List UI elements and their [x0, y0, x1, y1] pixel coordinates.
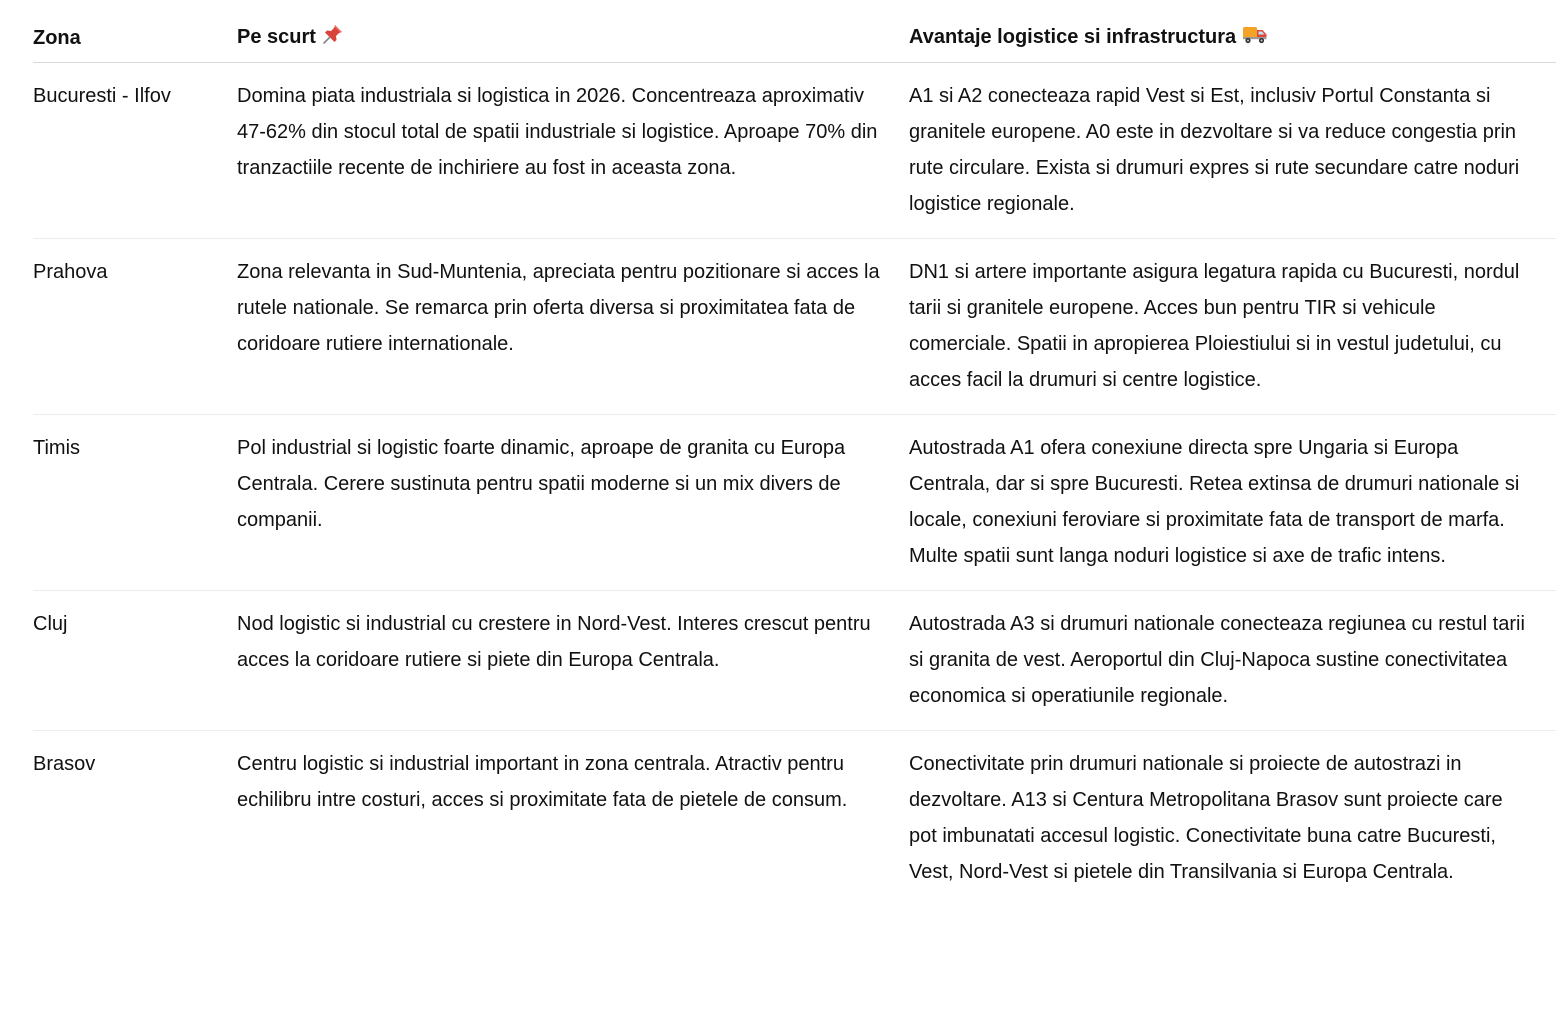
header-pe-scurt	[237, 0, 909, 63]
table-row	[33, 63, 1556, 239]
cell-avantaje: A1 si A2 conecteaza rapid Vest si Est, inclusiv Portul Constanta si granitele europene. A0 este in dezvoltare si va reduce congestia prin rute circulare. Exista si drumuri expres si rute secundare catre noduri logistice regionale.	[909, 63, 1556, 239]
cell-zona: Timis	[33, 415, 237, 591]
header-avantaje	[909, 0, 1556, 63]
zones-table-container	[33, 0, 1556, 906]
table-row	[33, 591, 1556, 731]
table-row	[33, 731, 1556, 907]
cell-pe-scurt: Zona relevanta in Sud-Muntenia, apreciata pentru pozitionare si acces la rutele nationale. Se remarca prin oferta diversa si proximitatea fata de coridoare rutiere internationale.	[237, 239, 909, 415]
header-zona	[33, 0, 237, 63]
cell-pe-scurt: Centru logistic si industrial important in zona centrala. Atractiv pentru echilibru intre costuri, acces si proximitate fata de pietele de consum.	[237, 753, 848, 811]
header-avantaje-label: Avantaje logistice si infrastructura	[909, 26, 1237, 48]
delivery-truck-icon	[1242, 23, 1268, 53]
cell-pe-scurt: Nod logistic si industrial cu crestere in Nord-Vest. Interes crescut pentru acces la coridoare rutiere si piete din Europa Centrala.	[237, 591, 909, 731]
cell-avantaje: DN1 si artere importante asigura legatura rapida cu Bucuresti, nordul tarii si granitele europene. Acces bun pentru TIR si vehicule comerciale. Spatii in apropierea Ploiestiului si in vestul judetului, cu acces facil la drumuri si centre logistice.	[909, 239, 1556, 415]
cell-pe-scurt: Domina piata industriala si logistica in 2026. Concentreaza aproximativ 47-62% din stocul total de spatii industriale si logistice. Aproape 70% din tranzactiile recente de inchiriere au fost in aceasta zona.	[237, 63, 909, 239]
cell-avantaje: Autostrada A1 ofera conexiune directa spre Ungaria si Europa Centrala, dar si spre Bucuresti. Retea extinsa de drumuri nationale si locale, conexiuni feroviare si proximitate fata de transport de marfa. Multe spatii sunt langa noduri logistice si axe de trafic intens.	[909, 415, 1556, 591]
table-row	[33, 239, 1556, 415]
header-pe-scurt-label: Pe scurt	[237, 26, 316, 48]
table-header-row	[33, 0, 1556, 63]
zones-table	[33, 0, 1556, 906]
cell-zona: Prahova	[33, 239, 237, 415]
cell-zona: Bucuresti - Ilfov	[33, 63, 237, 239]
pushpin-icon	[322, 23, 344, 53]
cell-zona: Brasov	[33, 753, 96, 775]
cell-zona: Cluj	[33, 591, 237, 731]
cell-avantaje: Autostrada A3 si drumuri nationale conecteaza regiunea cu restul tarii si granita de vest. Aeroportul din Cluj-Napoca sustine conectivitatea economica si operatiunile regionale.	[909, 591, 1556, 731]
table-row	[33, 415, 1556, 591]
cell-pe-scurt: Pol industrial si logistic foarte dinamic, aproape de granita cu Europa Centrala. Cerere sustinuta pentru spatii moderne si un mix divers de companii.	[237, 415, 909, 591]
cell-avantaje: Conectivitate prin drumuri nationale si proiecte de autostrazi in dezvoltare. A13 si Centura Metropolitana Brasov sunt proiecte care pot imbunatati accesul logistic. Conectivitate buna catre Bucuresti, Vest, Nord-Vest si pietele din Transilvania si Europa Centrala.	[909, 753, 1503, 883]
header-zona-label: Zona	[33, 27, 81, 49]
